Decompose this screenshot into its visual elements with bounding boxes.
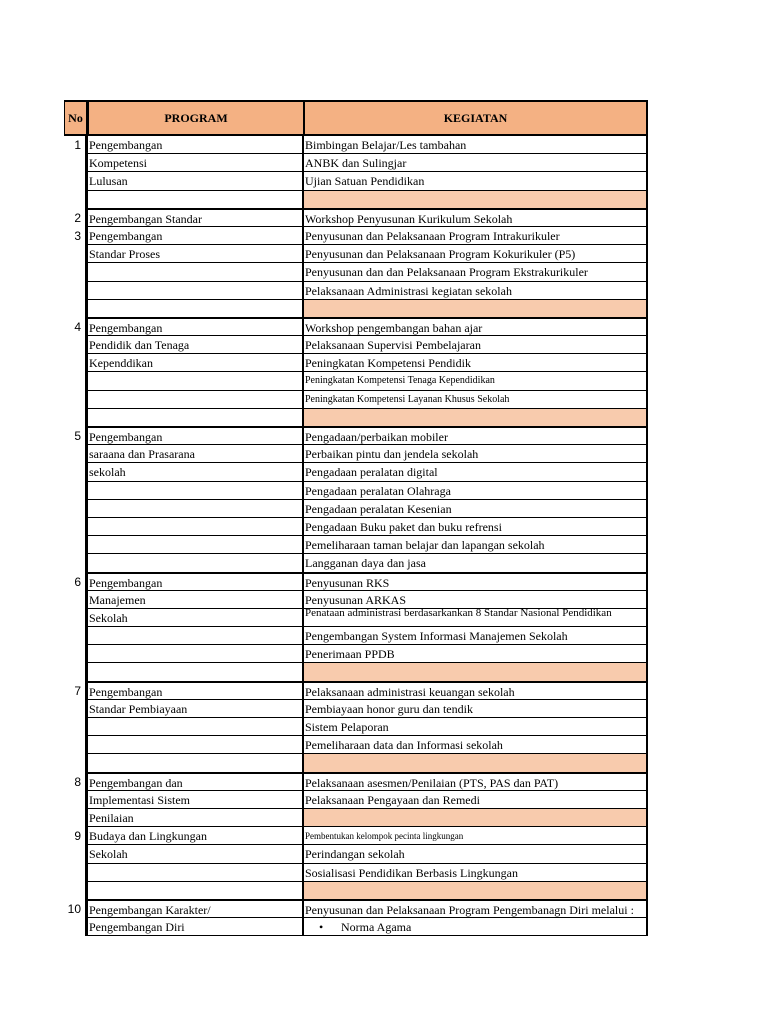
row-number (64, 463, 88, 481)
program-cell: Pengembangan Standar (88, 209, 304, 227)
program-cell (88, 754, 304, 772)
program-cell (88, 372, 304, 390)
row-number: 3 (64, 227, 88, 245)
row-number (64, 372, 88, 390)
separator-cell (304, 663, 648, 681)
row-number (64, 791, 88, 809)
table-row (64, 191, 648, 209)
table-row (64, 482, 648, 500)
table-row (64, 336, 648, 354)
header-kegiatan: KEGIATAN (443, 110, 508, 125)
row-number: 2 (64, 209, 88, 227)
program-cell: Implementasi Sistem (88, 791, 304, 809)
row-number (64, 736, 88, 754)
table-row (64, 791, 648, 809)
row-number (64, 409, 88, 427)
table-row (64, 172, 648, 190)
program-cell: Pendidik dan Tenaga (88, 336, 304, 354)
row-number (64, 754, 88, 772)
program-cell: Pengembangan dan (88, 773, 304, 791)
table-row (64, 372, 648, 390)
kegiatan-cell: Pelaksanaan Pengayaan dan Remedi (304, 791, 648, 809)
program-cell (88, 882, 304, 900)
row-number (64, 300, 88, 318)
separator-cell (304, 191, 648, 209)
row-number: 4 (64, 318, 88, 336)
table-row (64, 263, 648, 281)
row-number (64, 609, 88, 627)
kegiatan-cell: Pengadaan peralatan Kesenian (304, 500, 648, 518)
program-cell: sekolah (88, 463, 304, 481)
kegiatan-cell: Pengembangan System Informasi Manajemen Sekolah (304, 627, 648, 645)
program-cell (88, 627, 304, 645)
table-row (64, 282, 648, 300)
program-cell (88, 864, 304, 882)
kegiatan-cell: Penyusunan RKS (304, 573, 648, 591)
kegiatan-cell: Perbaikan pintu dan jendela sekolah (304, 445, 648, 463)
table-row (64, 609, 648, 627)
table-row (64, 918, 648, 936)
kegiatan-cell: Pengadaan/perbaikan mobiler (304, 427, 648, 445)
separator-cell (304, 882, 648, 900)
program-cell: saraana dan Prasarana (88, 445, 304, 463)
table-row (64, 536, 648, 554)
row-number (64, 882, 88, 900)
kegiatan-cell: Pelaksanaan administrasi keuangan sekolah (304, 682, 648, 700)
table-row (64, 318, 648, 336)
kegiatan-cell: Peningkatan Kompetensi Pendidik (304, 354, 648, 372)
table-row (64, 209, 648, 227)
program-cell (88, 300, 304, 318)
row-number (64, 154, 88, 172)
table-row (64, 864, 648, 882)
table-row (64, 900, 648, 918)
table-row (64, 554, 648, 572)
kegiatan-cell: Penyusunan dan dan Pelaksanaan Program Ekstrakurikuler (304, 263, 648, 281)
row-number (64, 864, 88, 882)
row-number: 7 (64, 682, 88, 700)
program-cell (88, 518, 304, 536)
header-no: No (65, 102, 89, 134)
table-row (64, 427, 648, 445)
kegiatan-cell: Sistem Pelaporan (304, 718, 648, 736)
program-cell (88, 554, 304, 572)
row-number (64, 172, 88, 190)
row-number: 9 (64, 827, 88, 845)
program-cell (88, 500, 304, 518)
program-cell: Budaya dan Lingkungan (88, 827, 304, 845)
kegiatan-cell: Pelaksanaan Administrasi kegiatan sekolah (304, 282, 648, 300)
program-cell: Pengembangan Karakter/ (88, 900, 304, 918)
program-cell: Pengembangan (88, 573, 304, 591)
table-row (64, 663, 648, 681)
program-cell: Pengembangan (88, 682, 304, 700)
kegiatan-cell: Pemeliharaan taman belajar dan lapangan sekolah (304, 536, 648, 554)
kegiatan-cell: Pelaksanaan Supervisi Pembelajaran (304, 336, 648, 354)
table-row (64, 136, 648, 154)
separator-cell (304, 300, 648, 318)
row-number (64, 663, 88, 681)
program-cell (88, 191, 304, 209)
row-number (64, 191, 88, 209)
row-number: 10 (64, 900, 88, 918)
table-row (64, 227, 648, 245)
kegiatan-cell: Workshop Penyusunan Kurikulum Sekolah (304, 209, 648, 227)
program-cell: Sekolah (88, 609, 304, 627)
table-row (64, 445, 648, 463)
row-number (64, 554, 88, 572)
program-cell: Pengembangan (88, 227, 304, 245)
program-table (64, 100, 648, 936)
kegiatan-cell (304, 918, 648, 936)
row-number (64, 245, 88, 263)
kegiatan-cell: ANBK dan Sulingjar (304, 154, 648, 172)
kegiatan-cell: Bimbingan Belajar/Les tambahan (304, 136, 648, 154)
program-cell: Lulusan (88, 172, 304, 190)
kegiatan-cell: Pembiayaan honor guru dan tendik (304, 700, 648, 718)
row-number (64, 445, 88, 463)
kegiatan-cell: Penataan administrasi berdasarkankan 8 Standar Nasional Pendidikan (304, 609, 648, 627)
table-row (64, 827, 648, 845)
row-number (64, 500, 88, 518)
table-row (64, 882, 648, 900)
program-cell (88, 482, 304, 500)
row-number (64, 263, 88, 281)
program-cell (88, 736, 304, 754)
separator-cell (304, 754, 648, 772)
program-cell: Kependdikan (88, 354, 304, 372)
table-row (64, 518, 648, 536)
program-cell (88, 536, 304, 554)
table-row (64, 300, 648, 318)
table-row (64, 682, 648, 700)
kegiatan-cell: Peningkatan Kompetensi Layanan Khusus Sekolah (304, 391, 648, 409)
program-cell: Penilaian (88, 809, 304, 827)
table-header (64, 100, 648, 136)
table-row (64, 845, 648, 863)
row-number (64, 518, 88, 536)
table-row (64, 627, 648, 645)
kegiatan-cell: Penyusunan ARKAS (304, 591, 648, 609)
row-number: 6 (64, 573, 88, 591)
program-cell (88, 282, 304, 300)
program-cell (88, 718, 304, 736)
row-number (64, 591, 88, 609)
kegiatan-cell: Penyusunan dan Pelaksanaan Program Pengembanagn Diri melalui : (304, 900, 648, 918)
separator-cell (304, 409, 648, 427)
row-number (64, 536, 88, 554)
table-body (64, 136, 648, 936)
program-cell: Pengembangan (88, 318, 304, 336)
program-cell: Sekolah (88, 845, 304, 863)
table-row (64, 591, 648, 609)
row-number (64, 918, 88, 936)
row-number (64, 845, 88, 863)
kegiatan-cell: Perindangan sekolah (304, 845, 648, 863)
kegiatan-cell: Pemeliharaan data dan Informasi sekolah (304, 736, 648, 754)
kegiatan-cell: Penerimaan PPDB (304, 645, 648, 663)
table-row (64, 773, 648, 791)
kegiatan-cell: Pengadaan peralatan digital (304, 463, 648, 481)
row-number (64, 336, 88, 354)
kegiatan-cell: Pelaksanaan asesmen/Penilaian (PTS, PAS dan PAT) (304, 773, 648, 791)
program-cell (88, 409, 304, 427)
kegiatan-cell: Langganan daya dan jasa (304, 554, 648, 572)
table-row (64, 500, 648, 518)
table-row (64, 645, 648, 663)
table-row (64, 700, 648, 718)
row-number (64, 482, 88, 500)
row-number (64, 627, 88, 645)
kegiatan-cell: Penyusunan dan Pelaksanaan Program Intrakurikuler (304, 227, 648, 245)
table-row (64, 354, 648, 372)
bullet-item: • Norma Agama (305, 920, 411, 934)
table-row (64, 245, 648, 263)
program-cell (88, 391, 304, 409)
program-cell (88, 663, 304, 681)
row-number (64, 718, 88, 736)
row-number: 8 (64, 773, 88, 791)
table-row (64, 409, 648, 427)
table-row (64, 154, 648, 172)
program-cell: Pengembangan Diri (88, 918, 304, 936)
program-cell (88, 263, 304, 281)
kegiatan-cell: Sosialisasi Pendidikan Berbasis Lingkungan (304, 864, 648, 882)
table-row (64, 718, 648, 736)
program-cell: Standar Proses (88, 245, 304, 263)
kegiatan-cell: Ujian Satuan Pendidikan (304, 172, 648, 190)
program-cell: Kompetensi (88, 154, 304, 172)
row-number (64, 809, 88, 827)
table-row (64, 463, 648, 481)
row-number (64, 282, 88, 300)
kegiatan-cell: Pengadaan Buku paket dan buku refrensi (304, 518, 648, 536)
table-row (64, 736, 648, 754)
kegiatan-cell: Penyusunan dan Pelaksanaan Program Kokurikuler (P5) (304, 245, 648, 263)
header-program: PROGRAM (89, 102, 305, 134)
kegiatan-cell: Peningkatan Kompetensi Tenaga Kependidikan (304, 372, 648, 390)
kegiatan-cell: Pengadaan peralatan Olahraga (304, 482, 648, 500)
program-cell: Pengembangan (88, 427, 304, 445)
row-number (64, 645, 88, 663)
row-number (64, 391, 88, 409)
separator-cell (304, 809, 648, 827)
row-number: 1 (64, 136, 88, 154)
program-cell (88, 645, 304, 663)
table-row (64, 809, 648, 827)
row-number (64, 354, 88, 372)
row-number (64, 700, 88, 718)
table-row (64, 391, 648, 409)
row-number: 5 (64, 427, 88, 445)
program-cell: Standar Pembiayaan (88, 700, 304, 718)
table-row (64, 573, 648, 591)
kegiatan-cell: Workshop pengembangan bahan ajar (304, 318, 648, 336)
table-row (64, 754, 648, 772)
program-cell: Manajemen (88, 591, 304, 609)
program-cell: Pengembangan (88, 136, 304, 154)
kegiatan-cell: Pembentukan kelompok pecinta lingkungan (304, 827, 648, 845)
